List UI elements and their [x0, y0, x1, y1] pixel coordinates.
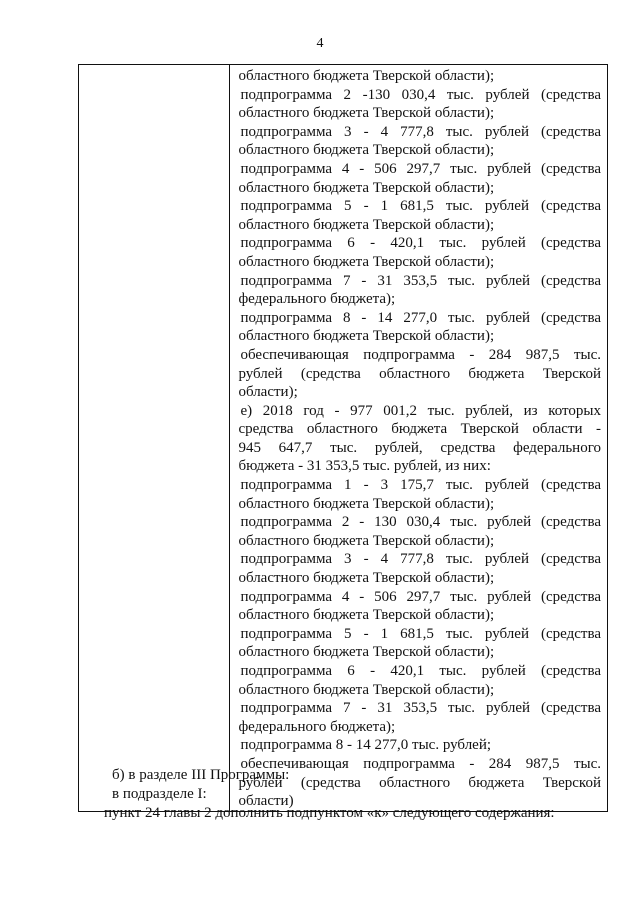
text-line: федерального бюджета); — [238, 718, 396, 735]
text-line: рублей (средства областного бюджета Тверской — [238, 774, 601, 791]
text-line: 945 647,7 тыс. рублей, средства федерального — [238, 439, 601, 456]
text-line: подпрограмма 4 - 506 297,7 тыс. рублей (средства — [240, 588, 601, 605]
text-line: рублей (средства областного бюджета Тверской — [238, 365, 601, 382]
text-line: областного бюджета Тверской области); — [238, 253, 495, 270]
text-line: подпрограмма 6 - 420,1 тыс. рублей (средства — [240, 235, 601, 252]
table-left-cell — [79, 65, 230, 812]
text-line: областного бюджета Тверской области); — [238, 142, 495, 159]
text-line: областного бюджета Тверской области); — [238, 328, 495, 345]
text-line: подпрограмма 5 - 1 681,5 тыс. рублей (средства — [240, 625, 601, 642]
text-line: областного бюджета Тверской области); — [238, 495, 495, 512]
text-line: подпрограмма 6 - 420,1 тыс. рублей (средства — [240, 663, 601, 679]
table-right-cell — [230, 65, 608, 812]
text-line: областного бюджета Тверской области); — [238, 179, 495, 196]
text-line: подпрограмма 4 - 506 297,7 тыс. рублей (средства — [240, 160, 601, 177]
paragraph-line: б) в разделе III Программы: — [112, 767, 290, 783]
funding-text — [230, 65, 607, 811]
paragraph-line: в подразделе I: — [112, 786, 207, 802]
text-line: подпрограмма 2 - 130 030,4 тыс. рублей (средства — [240, 514, 601, 531]
text-line: подпрограмма 1 - 3 175,7 тыс. рублей (средства — [240, 477, 601, 494]
text-line: областного бюджета Тверской области); — [238, 68, 495, 84]
text-line: областного бюджета Тверской области); — [238, 532, 495, 549]
paragraph-line: пункт 24 главы 2 дополнить подпунктом «к» следующего содержания: — [104, 805, 555, 821]
text-line: обеспечивающая подпрограмма - 284 987,5 тыс. — [240, 755, 601, 772]
amendment-text — [104, 766, 602, 823]
text-line: федерального бюджета); — [238, 291, 396, 308]
text-line: подпрограмма 2 -130 030,4 тыс. рублей (средства — [240, 86, 601, 103]
text-line: подпрограмма 5 - 1 681,5 тыс. рублей (средства — [240, 198, 601, 215]
text-line: средства областного бюджета Тверской области - — [238, 421, 601, 438]
table-row — [79, 65, 608, 812]
text-line: обеспечивающая подпрограмма - 284 987,5 тыс. — [240, 346, 601, 363]
text-line: подпрограмма 3 - 4 777,8 тыс. рублей (средства — [240, 123, 601, 140]
text-line: областного бюджета Тверской области); — [238, 216, 495, 233]
text-line: подпрограмма 3 - 4 777,8 тыс. рублей (средства — [240, 551, 601, 568]
text-line: областного бюджета Тверской области); — [238, 644, 495, 661]
text-line: областного бюджета Тверской области); — [238, 607, 495, 624]
text-line: подпрограмма 8 - 14 277,0 тыс. рублей; — [240, 737, 492, 754]
text-line: подпрограмма 8 - 14 277,0 тыс. рублей (средства — [240, 309, 601, 326]
text-line: области) — [238, 793, 294, 810]
text-line: е) 2018 год - 977 001,2 тыс. рублей, из которых — [240, 402, 601, 419]
text-line: области); — [238, 384, 298, 401]
program-table — [78, 64, 608, 812]
text-line: областного бюджета Тверской области); — [238, 681, 495, 698]
text-line: подпрограмма 7 - 31 353,5 тыс. рублей (средства — [240, 700, 601, 717]
text-line: бюджета - 31 353,5 тыс. рублей, из них: — [238, 458, 491, 475]
text-line: областного бюджета Тверской области); — [238, 105, 495, 122]
text-line: подпрограмма 7 - 31 353,5 тыс. рублей (средства — [240, 272, 601, 289]
text-line: областного бюджета Тверской области); — [238, 570, 495, 587]
page-number: 4 — [316, 36, 324, 51]
